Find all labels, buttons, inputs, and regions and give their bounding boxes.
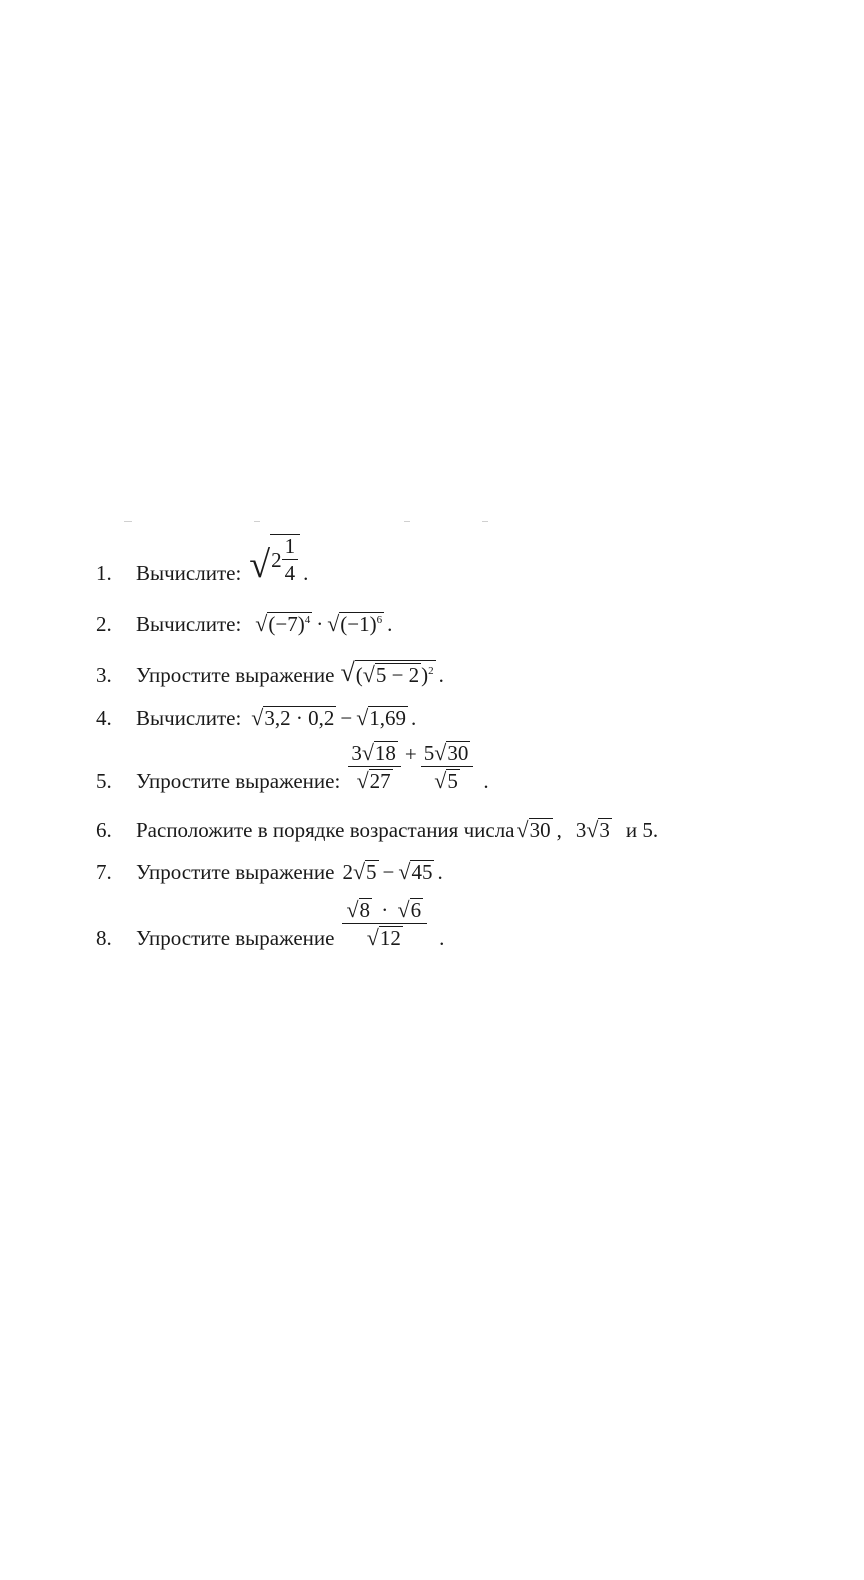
scan-smudge [254,521,260,522]
task-text: Расположите в порядке возрастания числа [136,818,515,843]
root-sign-icon: √ [340,658,355,688]
task-text: Упростите выражение [136,663,335,688]
radical: √ 30 [434,740,469,766]
period: . [439,926,445,951]
root-sign-icon: √ [398,859,411,885]
task-4 [96,706,416,729]
task-number: 6. [96,818,112,843]
numerator: 1 [282,535,299,560]
task-number: 8. [96,926,112,951]
operator: − [382,860,395,885]
fraction: √ 8 · √ 6 √ 12 [342,898,427,949]
fraction [282,535,299,584]
root-sign-icon: √ [356,768,369,794]
scan-smudge [404,521,410,522]
task-7 [96,860,443,883]
radical: √ 18 [361,740,396,766]
task-number: 2. [96,612,112,637]
expression-4 [251,706,416,729]
root-sign-icon: √ [251,705,264,731]
task-text: Упростите выражение [136,860,335,885]
period: . [438,663,444,688]
root-sign-icon: √ [434,740,447,766]
root-sign-icon: √ [249,544,271,587]
radical: √ 5 [434,768,458,794]
fraction: 3 √ 18 √ 27 [348,741,401,792]
radical: √ 12 [366,925,401,951]
radical: √ 6 [397,897,422,923]
task-5 [96,741,489,792]
root-sign-icon: √ [361,740,374,766]
task-2 [96,612,392,635]
root-sign-icon: √ [346,897,359,923]
task-text: Вычислите: [136,706,242,731]
radical: √ 45 [398,859,433,885]
task-text: Упростите выражение: [136,769,341,794]
radical: √ 3 [586,817,610,843]
expression-6: √ 30 , 3 √ 3 и 5. [516,817,659,843]
radical: √ 1,69 [356,705,407,731]
radical: √ ( √ 5 − 2 )$^2$ [340,658,434,688]
period: . [437,860,443,885]
radical: √ 8 [346,897,371,923]
expression-1 [249,534,309,587]
task-8 [96,898,444,949]
root-sign-icon: √ [366,925,379,951]
task-number: 4. [96,706,112,731]
root-sign-icon: √ [362,662,375,688]
root-sign-icon: √ [352,859,366,885]
expression-8 [342,898,444,949]
tail-text: и 5. [625,818,659,843]
period: . [483,769,489,794]
scan-smudge [482,521,488,522]
root-sign-icon: √ [434,768,447,794]
radical: √ $(-7)^4$ [255,611,311,637]
radical: √ 27 [356,768,391,794]
root-sign-icon: √ [397,897,410,923]
task-text: Вычислите: [136,561,242,586]
task-text: Упростите выражение [136,926,335,951]
period: . [387,612,393,637]
radical: √ 3,2 · 0,2 [251,705,335,731]
operator: + [404,742,417,767]
task-number: 5. [96,769,112,794]
root-sign-icon: √ [516,817,529,843]
task-number: 7. [96,860,112,885]
task-3 [96,660,444,686]
whole-part: 2 [271,547,282,572]
task-text: Вычислите: [136,612,242,637]
period: . [411,706,417,731]
root-sign-icon: √ [586,817,599,843]
root-sign-icon: √ [356,705,369,731]
radical: √ 30 [516,817,551,843]
denominator: 4 [284,561,296,586]
task-number: 1. [96,561,112,586]
expression-3 [340,660,443,686]
scan-smudge [124,521,132,522]
radical: √ $(-1)^6$ [327,611,383,637]
separator: , [556,818,562,843]
operator: · [316,612,324,637]
radical [249,534,300,587]
operator: − [340,706,353,731]
expression-7: 2 √ 5 − √ 45 . [342,859,443,885]
inner-radical: √ 5 − 2 [362,662,420,688]
task-1 [96,534,309,587]
radical: √ 5 [352,859,377,885]
fraction: 5 √ 30 √ 5 [421,741,474,792]
expression-5 [348,741,488,792]
task-6 [96,818,658,841]
root-sign-icon: √ [327,611,340,637]
task-number: 3. [96,663,112,688]
root-sign-icon: √ [255,611,268,637]
expression-2 [255,612,392,635]
period: . [303,561,309,586]
